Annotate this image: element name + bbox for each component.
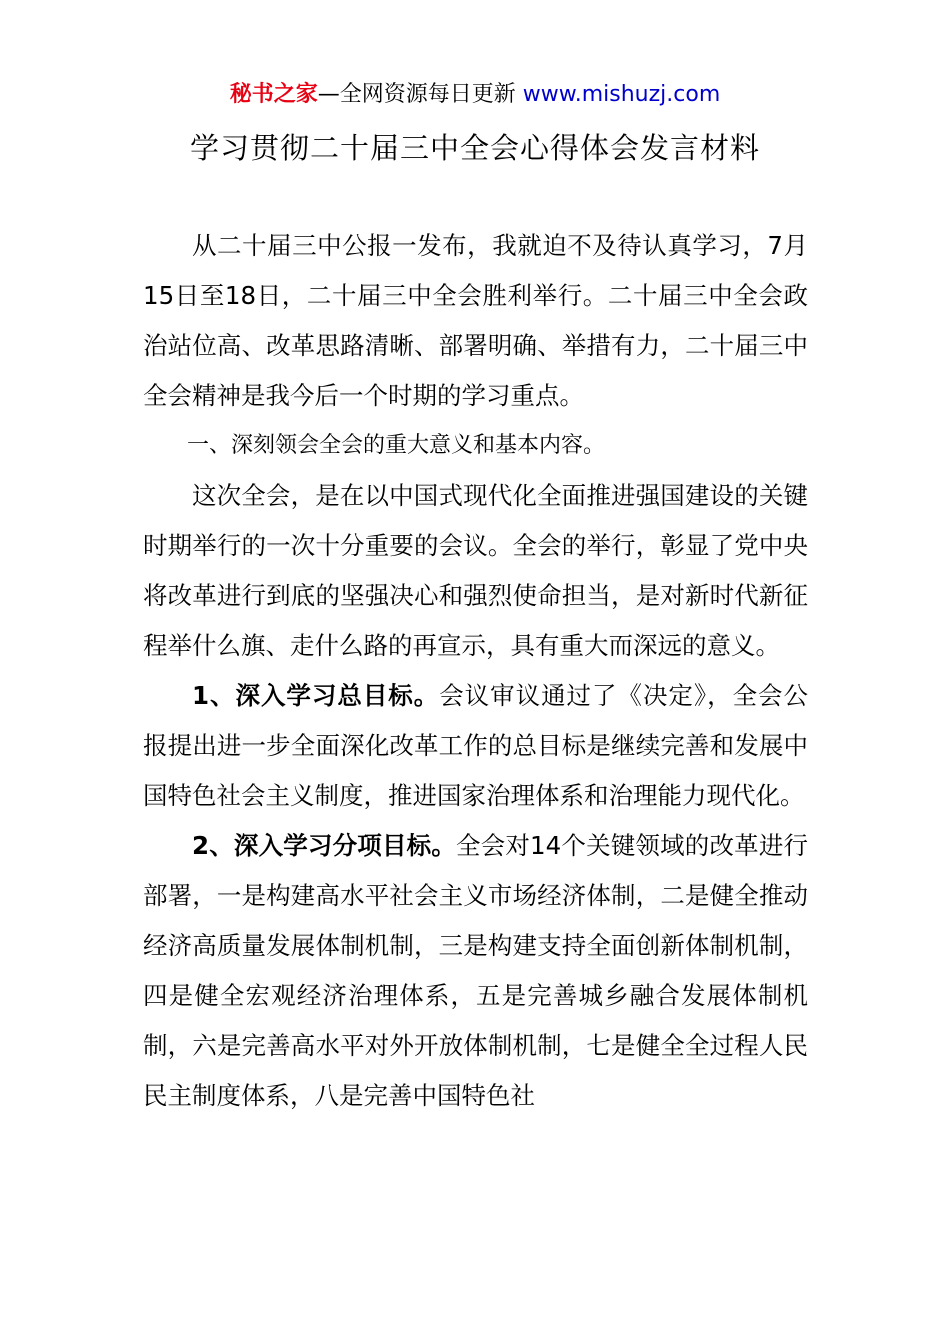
overall-goal-text: 会议审议通过了《决定》，全会公报提出进一步全面深化改革工作的总目标是继续完善和发展中国特色社会主义制度，推进国家治理体系和治理能力现代化。: [143, 681, 809, 810]
intro-text: 从二十届三中公报一发布，我就迫不及待认真学习，7月15日至18日，二十届三中全会胜利举行。二十届三中全会政治站位高、改革思路清晰、部署明确、举措有力，二十届三中全会精神是我今后一个时期的学习重点。: [143, 231, 808, 410]
site-brand: 秘书之家: [229, 82, 318, 107]
site-header: [0, 78, 950, 112]
overall-goal-lead: 1、深入学习总目标。: [192, 681, 440, 710]
sub-goals-text: 全会对14个关键领域的改革进行部署，一是构建高水平社会主义市场经济体制，二是健全推动经济高质量发展体制机制，三是构建支持全面创新体制机制，四是健全宏观经济治理体系，五是完善城乡融合发展体制机制，六是完善高水平对外开放体制机制，七是健全全过程人民民主制度体系，八是完善中国特色社: [143, 831, 809, 1110]
section-heading: [143, 421, 808, 471]
overall-goal-paragraph: [143, 671, 808, 821]
intro-paragraph: [143, 221, 808, 421]
site-url-link[interactable]: www.mishuzj.com: [522, 82, 721, 107]
section-heading-text: 一、深刻领会全会的重大意义和基本内容。: [187, 433, 606, 458]
document-title: 学习贯彻二十届三中全会心得体会发言材料: [189, 131, 760, 165]
significance-paragraph: [143, 471, 808, 671]
significance-text: 这次全会，是在以中国式现代化全面推进强国建设的关键时期举行的一次十分重要的会议。全会的举行，彰显了党中央将改革进行到底的坚强决心和强烈使命担当，是对新时代新征程举什么旗、走什么路的再宣示，具有重大而深远的意义。: [143, 481, 808, 660]
sub-goals-paragraph: [143, 821, 808, 1121]
document-body: [143, 221, 808, 1121]
site-tagline: —全网资源每日更新: [317, 82, 523, 107]
sub-goals-lead: 2、深入学习分项目标。: [192, 831, 457, 860]
